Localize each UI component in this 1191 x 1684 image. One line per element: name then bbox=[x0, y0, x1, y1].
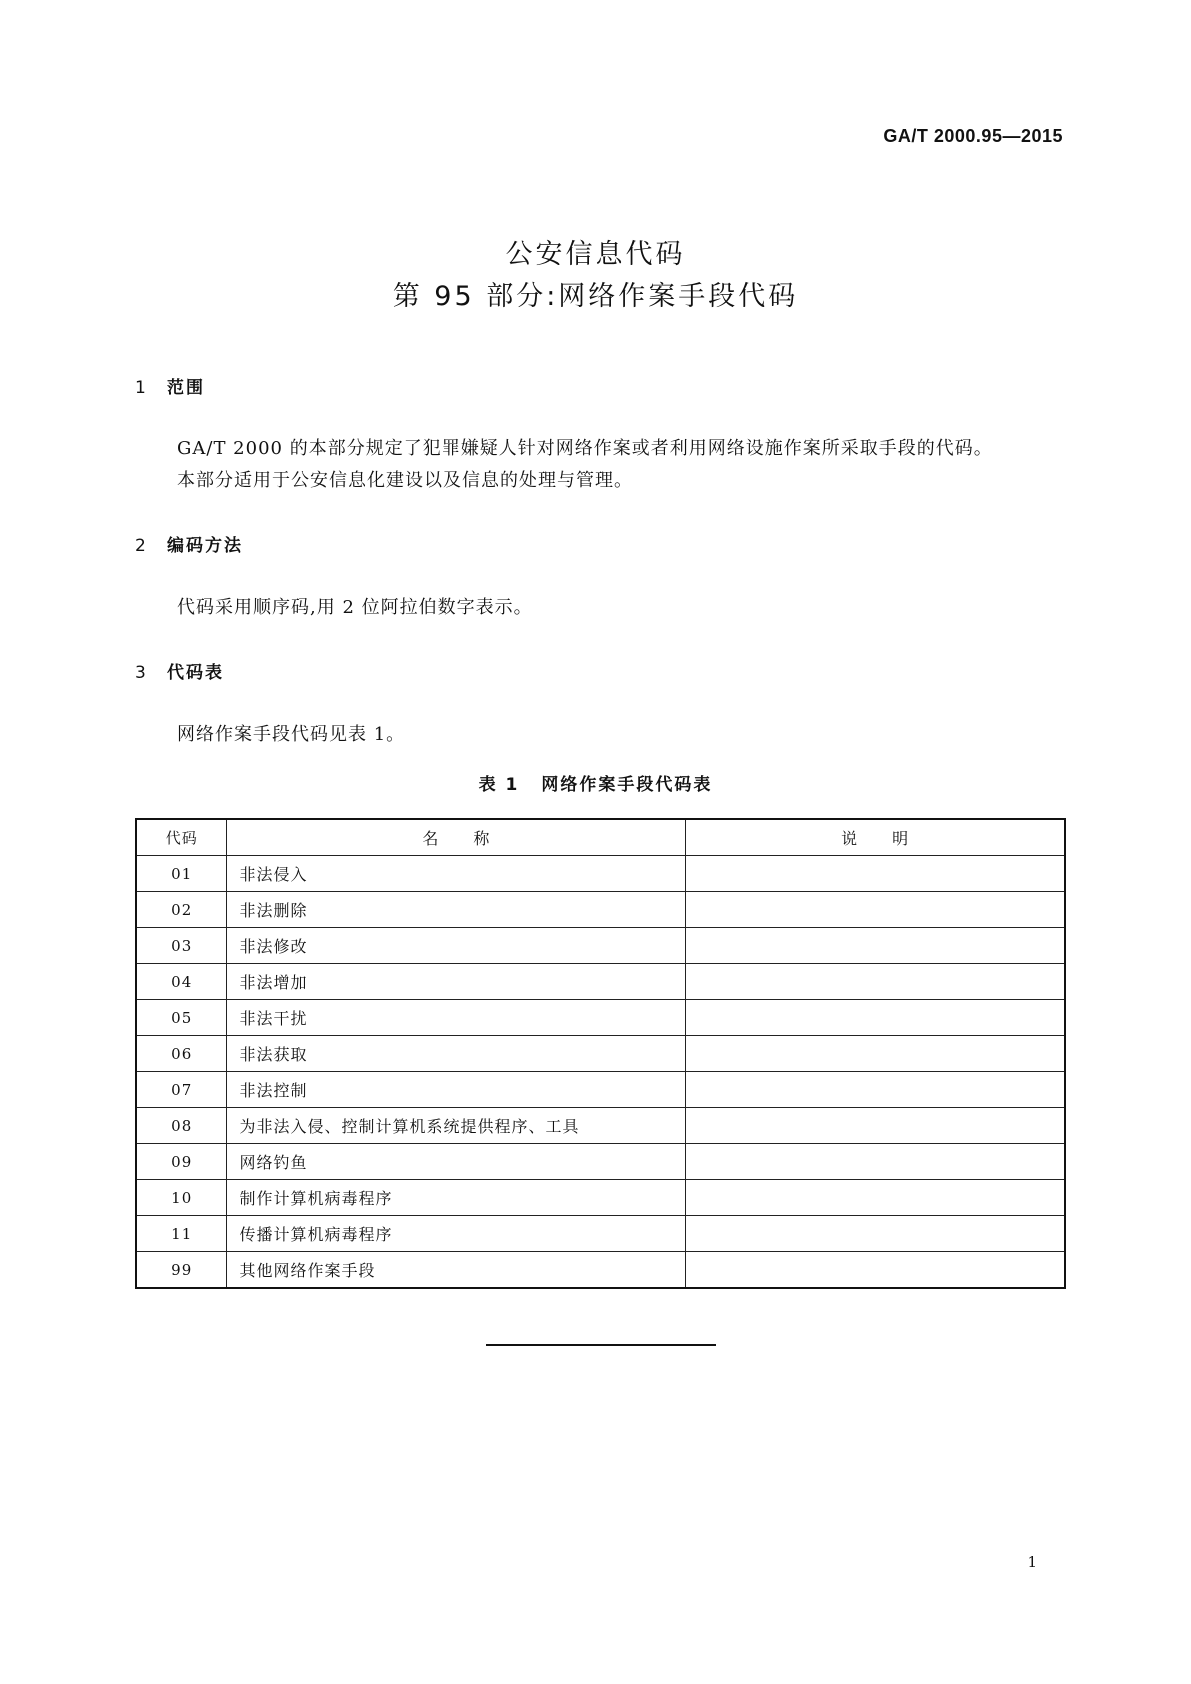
scope-paragraph-2: 本部分适用于公安信息化建设以及信息的处理与管理。 bbox=[177, 470, 633, 491]
cell-description bbox=[686, 1072, 1065, 1108]
table-row bbox=[136, 1216, 1065, 1252]
cell-name: 为非法入侵、控制计算机系统提供程序、工具 bbox=[227, 1108, 686, 1144]
section-heading-scope bbox=[135, 373, 205, 398]
table-row bbox=[136, 928, 1065, 964]
cell-description bbox=[686, 1216, 1065, 1252]
cell-name: 传播计算机病毒程序 bbox=[227, 1216, 686, 1252]
cell-description bbox=[686, 1000, 1065, 1036]
scope-paragraph-1: GA/T 2000 的本部分规定了犯罪嫌疑人针对网络作案或者利用网络设施作案所采取手段的代码。 bbox=[177, 438, 993, 459]
cell-code: 99 bbox=[136, 1252, 227, 1289]
header-description: 说 明 bbox=[686, 819, 1065, 856]
end-of-document-rule bbox=[486, 1344, 716, 1346]
table-row bbox=[136, 856, 1065, 892]
cell-code: 06 bbox=[136, 1036, 227, 1072]
section-title: 编码方法 bbox=[167, 536, 243, 556]
table-row bbox=[136, 1036, 1065, 1072]
cell-description bbox=[686, 928, 1065, 964]
table-caption-title: 网络作案手段代码表 bbox=[541, 775, 713, 795]
cell-name: 非法控制 bbox=[227, 1072, 686, 1108]
cell-description bbox=[686, 1108, 1065, 1144]
section-title: 代码表 bbox=[167, 663, 224, 683]
cell-description bbox=[686, 1144, 1065, 1180]
coding-paragraph: 代码采用顺序码,用 2 位阿拉伯数字表示。 bbox=[177, 597, 533, 618]
section-heading-code-table bbox=[135, 658, 224, 683]
cell-code: 04 bbox=[136, 964, 227, 1000]
table-row bbox=[136, 964, 1065, 1000]
cell-code: 07 bbox=[136, 1072, 227, 1108]
cell-description bbox=[686, 1180, 1065, 1216]
cell-code: 03 bbox=[136, 928, 227, 964]
header-code: 代码 bbox=[136, 819, 227, 856]
table-row bbox=[136, 1072, 1065, 1108]
header-name: 名 称 bbox=[227, 819, 686, 856]
cell-name: 其他网络作案手段 bbox=[227, 1252, 686, 1289]
code-table-paragraph: 网络作案手段代码见表 1。 bbox=[177, 724, 406, 745]
standard-number: GA/T 2000.95—2015 bbox=[883, 126, 1063, 146]
table-caption-number: 表 1 bbox=[478, 775, 520, 795]
cell-name: 非法修改 bbox=[227, 928, 686, 964]
code-table bbox=[135, 818, 1066, 1289]
cell-code: 01 bbox=[136, 856, 227, 892]
cell-name: 非法获取 bbox=[227, 1036, 686, 1072]
table-row bbox=[136, 1000, 1065, 1036]
cell-name: 制作计算机病毒程序 bbox=[227, 1180, 686, 1216]
table-row bbox=[136, 1108, 1065, 1144]
cell-name: 非法侵入 bbox=[227, 856, 686, 892]
section-heading-coding bbox=[135, 531, 243, 556]
cell-code: 05 bbox=[136, 1000, 227, 1036]
cell-code: 10 bbox=[136, 1180, 227, 1216]
table-row bbox=[136, 1144, 1065, 1180]
section-title: 范围 bbox=[167, 378, 205, 398]
document-title: 公安信息代码 bbox=[505, 239, 686, 270]
table-header-row bbox=[136, 819, 1065, 856]
cell-code: 09 bbox=[136, 1144, 227, 1180]
section-number: 1 bbox=[135, 378, 148, 398]
cell-description bbox=[686, 1036, 1065, 1072]
cell-code: 11 bbox=[136, 1216, 227, 1252]
cell-code: 08 bbox=[136, 1108, 227, 1144]
document-subtitle: 第 95 部分:网络作案手段代码 bbox=[392, 281, 799, 312]
section-number: 2 bbox=[135, 536, 148, 556]
cell-description bbox=[686, 892, 1065, 928]
page-number: 1 bbox=[1027, 1553, 1037, 1571]
cell-name: 网络钓鱼 bbox=[227, 1144, 686, 1180]
table-row bbox=[136, 1252, 1065, 1289]
cell-description bbox=[686, 964, 1065, 1000]
cell-description bbox=[686, 1252, 1065, 1289]
cell-name: 非法干扰 bbox=[227, 1000, 686, 1036]
table-row bbox=[136, 1180, 1065, 1216]
table-row bbox=[136, 892, 1065, 928]
cell-name: 非法删除 bbox=[227, 892, 686, 928]
cell-description bbox=[686, 856, 1065, 892]
section-number: 3 bbox=[135, 663, 148, 683]
cell-code: 02 bbox=[136, 892, 227, 928]
table-caption bbox=[0, 770, 1191, 795]
cell-name: 非法增加 bbox=[227, 964, 686, 1000]
